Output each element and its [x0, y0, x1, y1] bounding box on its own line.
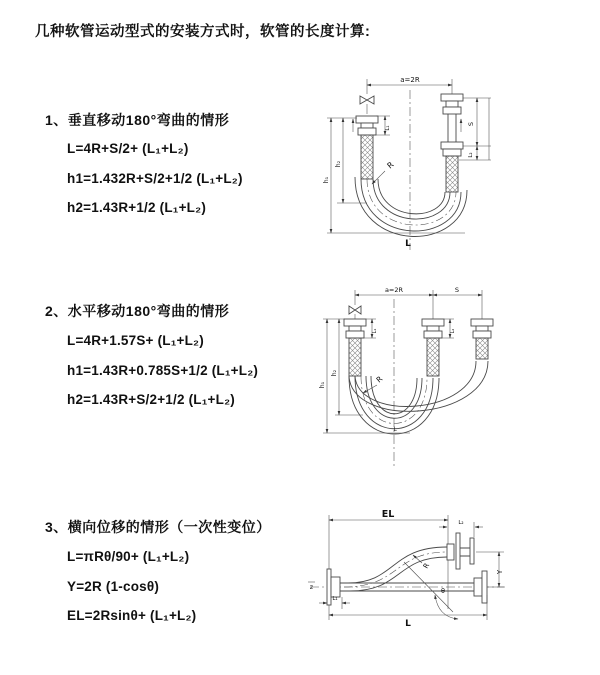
dim-label-y: Y: [496, 569, 504, 575]
radius-leader: [413, 555, 422, 563]
dim-label-h2: h₂: [335, 160, 342, 168]
dim-label-l2-top: L₂: [458, 520, 464, 526]
radius-label: R: [421, 561, 432, 570]
right-flange: [471, 319, 493, 326]
dim-label-h1: h₁: [319, 381, 326, 389]
braided-hose-middle: [427, 338, 439, 376]
hose-curve: [348, 547, 447, 583]
braided-hose-right: [476, 338, 488, 359]
section-1-formula-L: L=4R+S/2+ (L₁+L₂): [67, 141, 189, 156]
diagram-2-linework: [323, 290, 493, 469]
dim-label-a2r: a=2R: [384, 286, 404, 294]
section-3-formula-EL: EL=2Rsinθ+ (L₁+L₂): [67, 608, 197, 623]
dim-label-l2: L₂: [468, 152, 474, 158]
dim-label-l1: L₁: [372, 328, 378, 334]
section-3-heading: 3、横向位移的情形（一次性变位）: [45, 519, 271, 535]
left-flange: [344, 319, 366, 326]
diagram-horizontal-180-bend: [315, 283, 597, 478]
section-2-formula-h2: h2=1.43R+S/2+1/2 (L₁+L₂): [67, 392, 235, 407]
radius-label: R: [385, 160, 396, 171]
braided-hose-left: [361, 135, 373, 179]
upper-flange: [456, 533, 460, 569]
dim-label-el: EL: [381, 509, 395, 520]
diagram-vertical-180-bend: [315, 70, 590, 262]
dim-label-s: S: [454, 286, 460, 294]
valve-icon: [360, 96, 374, 104]
page-title: 几种软管运动型式的安装方式时，软管的长度计算:: [35, 24, 371, 40]
radius-leader: [363, 385, 377, 393]
diagram-lateral-displacement: [300, 505, 600, 655]
diagram-3-linework: [308, 515, 505, 620]
dim-label-h1: h₁: [323, 176, 330, 184]
right-flange-upper: [441, 94, 463, 101]
hose-arc-shifted: [349, 361, 488, 411]
angle-label: θ: [441, 587, 445, 595]
right-flange: [482, 571, 487, 603]
right-flange-lower: [441, 142, 463, 149]
length-label: L: [405, 239, 411, 249]
axis-mark: z: [309, 584, 314, 591]
section-3-formula-Y: Y=2R (1-cosθ): [67, 579, 160, 594]
dim-label-l1-bottom: L₁: [332, 596, 338, 602]
braided-hose-right: [446, 156, 458, 192]
angle-arc: [435, 595, 458, 619]
dim-label-l2: L₂: [450, 328, 456, 334]
section-2-formula-h1: h1=1.43R+0.785S+1/2 (L₁+L₂): [67, 363, 259, 378]
section-2-heading: 2、水平移动180°弯曲的情形: [45, 303, 230, 319]
length-label: L: [393, 426, 397, 433]
dim-label-h2: h₂: [331, 369, 338, 377]
middle-flange: [422, 319, 444, 326]
section-1-heading: 1、垂直移动180°弯曲的情形: [45, 112, 230, 128]
section-2-formula-L: L=4R+1.57S+ (L₁+L₂): [67, 333, 204, 348]
section-1-formula-h1: h1=1.432R+S/2+1/2 (L₁+L₂): [67, 171, 243, 186]
braided-hose-left: [349, 338, 361, 376]
section-1-formula-h2: h2=1.43R+1/2 (L₁+L₂): [67, 200, 207, 215]
dim-label-l1: L₁: [385, 125, 391, 131]
diagram-1-linework: [327, 79, 491, 250]
length-label: L: [405, 619, 411, 629]
radius-label: R: [374, 374, 385, 385]
dim-label-s: S: [467, 121, 475, 127]
valve-icon: [349, 306, 361, 314]
left-flange: [356, 116, 378, 123]
left-flange: [327, 569, 331, 605]
section-3-formula-L: L=πRθ/90+ (L₁+L₂): [67, 549, 190, 564]
dim-label-a2r: a=2R: [400, 76, 420, 84]
